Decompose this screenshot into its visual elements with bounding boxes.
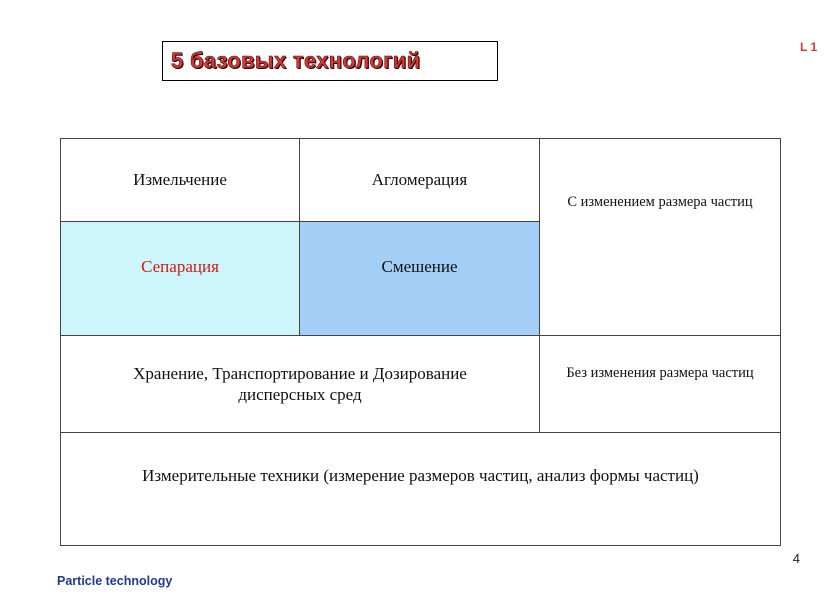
page-title: 5 базовых технологий: [171, 48, 421, 73]
cell-with-size-change: [539, 138, 781, 336]
cell-measurement-label: Измерительные техники (измерение размеров частиц, анализ формы частиц): [142, 466, 699, 485]
cell-storage-line2: дисперсных сред: [238, 385, 362, 404]
cell-comminution: [60, 138, 300, 222]
cell-storage-line1: Хранение, Транспортирование и Дозирование: [133, 363, 467, 383]
footer-label: Particle technology: [57, 574, 173, 588]
page-number: 4: [792, 551, 800, 566]
cell-mixing-label: Смешение: [381, 257, 458, 276]
cell-without-size-change: [539, 335, 781, 433]
cell-mixing: [299, 221, 540, 336]
cell-comminution-label: Измельчение: [133, 170, 227, 190]
cell-storage: [60, 335, 540, 433]
cell-agglomeration-label: Агломерация: [371, 170, 468, 190]
title-box: [162, 41, 498, 81]
cell-without-size-change-label: Без изменения размера частиц: [566, 365, 754, 381]
cell-agglomeration: [299, 138, 540, 222]
cell-with-size-change-label: С изменением размера частиц: [567, 194, 753, 210]
cell-measurement: [60, 432, 781, 546]
cell-separation: [60, 221, 300, 336]
cell-separation-label: Сепарация: [141, 257, 219, 276]
slide-code: L 1: [800, 40, 818, 54]
